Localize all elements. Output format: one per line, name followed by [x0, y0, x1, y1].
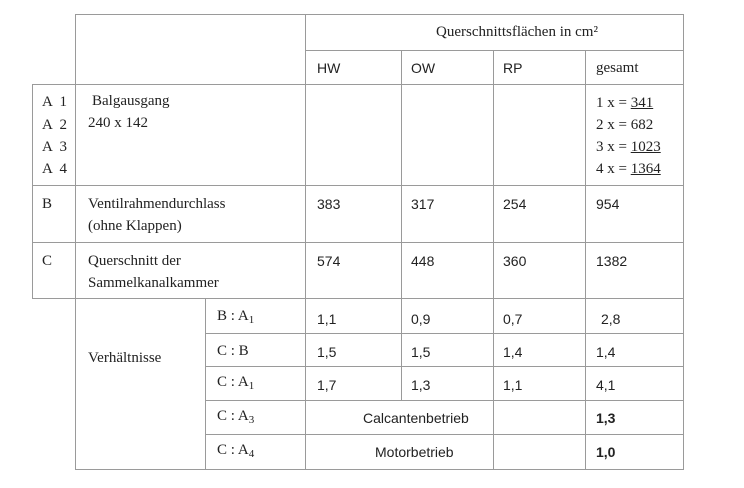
gesamt-entry: 4 x = 1364	[596, 161, 661, 177]
rule	[75, 14, 76, 470]
row-title: Balgausgang	[92, 93, 170, 109]
span-label-motorbetrieb: Motorbetrieb	[375, 444, 454, 460]
table-cell: 1,7	[317, 377, 337, 393]
ratio-label: C : $A_3$	[217, 408, 255, 426]
gesamt-entry: 2 x = 682	[596, 117, 654, 133]
table-cell: 1,0	[596, 444, 616, 460]
span-label-calcantenbetrieb: Calcantenbetrieb	[363, 410, 469, 426]
table-cell: 448	[411, 253, 435, 269]
table-cell: 0,9	[411, 311, 431, 327]
column-header-hw: HW	[317, 60, 341, 76]
row-title: (ohne Klappen)	[88, 218, 182, 234]
table-cell: 4,1	[596, 377, 616, 393]
table-cell: 1382	[596, 253, 628, 269]
row-label: A 3	[42, 139, 68, 155]
row-label: A 4	[42, 161, 68, 177]
gesamt-entry: 1 x = 341	[596, 95, 654, 111]
rule	[205, 400, 683, 401]
ratio-label: B : $A_1$	[217, 308, 255, 326]
rule	[205, 298, 206, 470]
row-label: C	[42, 253, 53, 269]
row-label: B	[42, 196, 53, 212]
table-cell: 2,8	[601, 311, 621, 327]
table-cell: 1,1	[317, 311, 337, 327]
rule	[493, 50, 494, 470]
table-cell: 1,4	[596, 344, 616, 360]
rule	[305, 50, 683, 51]
row-label: A 1	[42, 94, 68, 110]
table-cell: 574	[317, 253, 341, 269]
row-dimensions: 240 x 142	[88, 115, 148, 131]
group-header: Querschnittsflächen in cm²	[436, 24, 598, 40]
rule	[205, 333, 683, 334]
rule	[205, 366, 683, 367]
rule	[75, 469, 683, 470]
column-header-rp: RP	[503, 60, 523, 76]
rule	[305, 14, 306, 470]
table-cell: 1,4	[503, 344, 523, 360]
rule	[205, 434, 683, 435]
rule	[683, 14, 684, 470]
column-header-gesamt: gesamt	[596, 60, 639, 76]
table-cell: 1,5	[317, 344, 337, 360]
ratio-label: C : $A_4$	[217, 442, 255, 460]
row-label: A 2	[42, 117, 68, 133]
rule	[401, 50, 402, 400]
table-cell: 383	[317, 196, 341, 212]
ratios-title: Verhältnisse	[88, 350, 162, 366]
row-title: Sammelkanalkammer	[88, 275, 219, 291]
table-cell: 1,5	[411, 344, 431, 360]
rule	[585, 50, 586, 470]
table-cell: 1,3	[411, 377, 431, 393]
table-cell: 0,7	[503, 311, 523, 327]
row-title: Ventilrahmendurchlass	[88, 196, 226, 212]
table-cell: 1,3	[596, 410, 616, 426]
table-cell: 1,1	[503, 377, 523, 393]
table-cell: 954	[596, 196, 620, 212]
table-cell: 254	[503, 196, 527, 212]
rule	[32, 84, 33, 299]
row-title: Querschnitt der	[88, 253, 181, 269]
table-cell: 317	[411, 196, 435, 212]
table-cell: 360	[503, 253, 527, 269]
ratio-label: C : $A_1$	[217, 374, 255, 392]
column-header-ow: OW	[411, 60, 436, 76]
rule	[75, 14, 683, 15]
gesamt-entry: 3 x = 1023	[596, 139, 661, 155]
ratio-label: C : B	[217, 343, 249, 359]
